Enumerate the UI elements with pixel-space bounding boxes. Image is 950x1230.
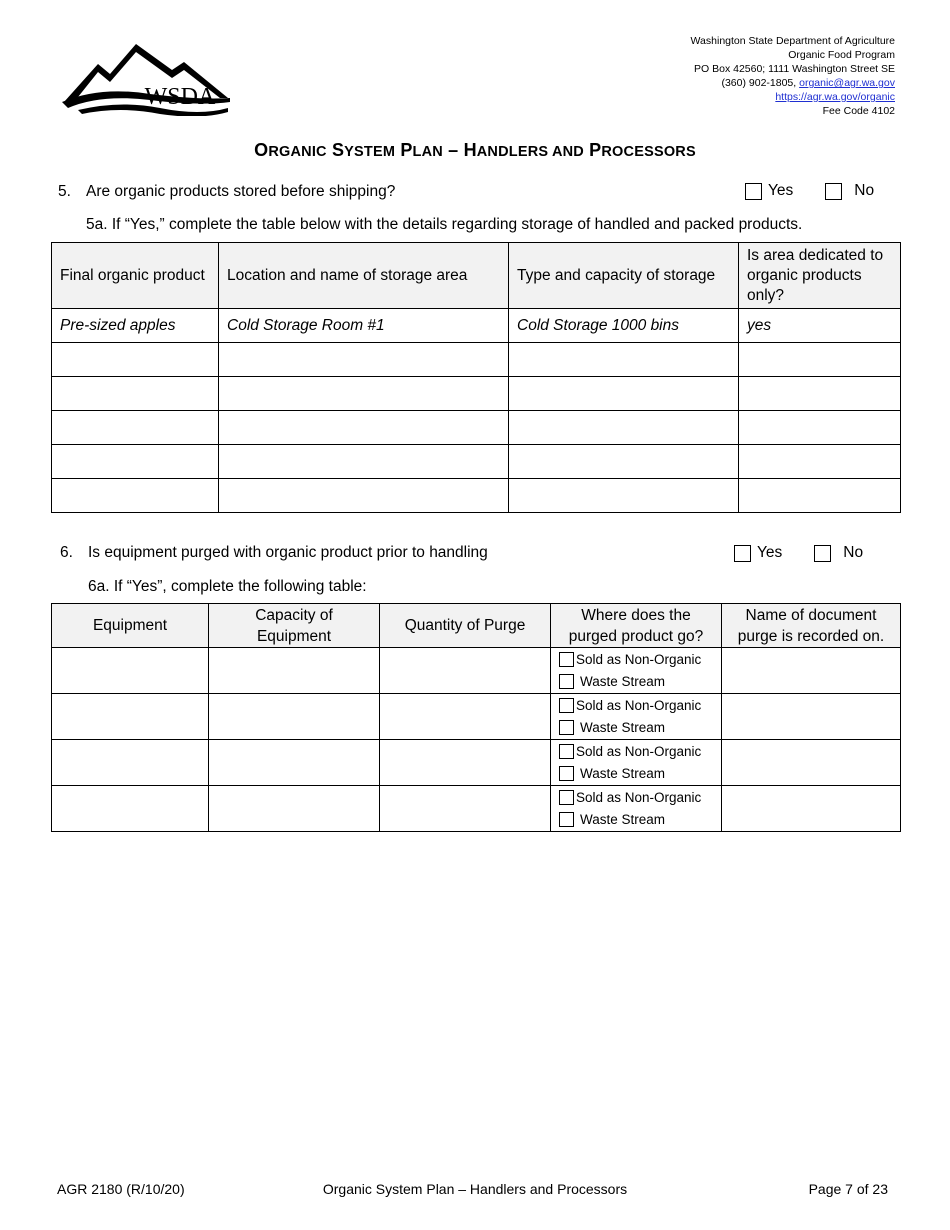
sold-non-organic-checkbox[interactable] [559,744,574,759]
table-row [52,377,901,411]
email-link[interactable]: organic@agr.wa.gov [799,77,895,89]
cell-input[interactable] [219,445,509,479]
cell-input[interactable] [739,411,901,445]
cell-input[interactable] [509,411,739,445]
cell-input[interactable] [722,648,901,694]
waste-stream-checkbox[interactable] [559,766,574,781]
question-5a-text: 5a. If “Yes,” complete the table below with the details regarding storage of handled and packed products. [86,216,803,233]
cell-input[interactable] [739,343,901,377]
website-link[interactable]: https://agr.wa.gov/organic [775,91,895,103]
question-5-answer [745,182,874,200]
table-row [52,648,901,694]
question-6-text: Is equipment purged with organic product prior to handling [88,544,488,561]
table-header-row [52,604,901,648]
footer-title: Organic System Plan – Handlers and Processors [322,1181,628,1197]
col-storage-type: Type and capacity of storage [509,243,739,309]
table-row [52,786,901,832]
q6-no-checkbox[interactable] [814,545,831,562]
sold-non-organic-checkbox[interactable] [559,698,574,713]
cell-input[interactable] [209,740,380,786]
col-destination: Where does the purged product go? [551,604,722,648]
q6-no-label: No [843,544,864,561]
cell-input[interactable] [509,445,739,479]
cell-input[interactable] [380,740,551,786]
cell-input[interactable] [219,343,509,377]
cell-input[interactable] [52,648,209,694]
cell-input[interactable] [509,479,739,513]
q5-no-label: No [854,182,875,199]
col-capacity: Capacity of Equipment [209,604,380,648]
cell-input[interactable] [739,445,901,479]
question-6a-text: 6a. If “Yes”, complete the following table: [88,578,367,595]
cell-input[interactable] [52,343,219,377]
cell-input[interactable] [739,377,901,411]
program-name: Organic Food Program [788,49,895,61]
table-row [52,411,901,445]
cell-input[interactable] [52,479,219,513]
example-product: Pre-sized apples [52,309,219,343]
phone-number: (360) 902-1805, [721,77,800,89]
destination-options: Sold as Non-Organic Waste Stream [551,740,722,786]
example-dedicated: yes [739,309,901,343]
sold-non-organic-checkbox[interactable] [559,652,574,667]
waste-stream-checkbox[interactable] [559,812,574,827]
table-row [52,694,901,740]
question-6-answer [734,544,863,562]
svg-text:WSDA: WSDA [144,84,216,110]
cell-input[interactable] [219,411,509,445]
table-row [52,479,901,513]
table-row [52,740,901,786]
q6-yes-checkbox[interactable] [734,545,751,562]
fee-code: Fee Code 4102 [822,105,895,117]
storage-table [51,242,901,513]
cell-input[interactable] [219,479,509,513]
contact-line [691,76,895,90]
page-title: ORGANIC SYSTEM PLAN – HANDLERS AND PROCESSORS [254,140,696,160]
question-6: 6. Is equipment purged with organic product prior to handling [60,544,488,561]
destination-options: Sold as Non-Organic Waste Stream [551,786,722,832]
agency-info [691,34,895,118]
cell-input[interactable] [509,377,739,411]
cell-input[interactable] [52,377,219,411]
example-location: Cold Storage Room #1 [219,309,509,343]
col-document: Name of document purge is recorded on. [722,604,901,648]
q5-yes-checkbox[interactable] [745,183,762,200]
destination-options: Sold as Non-Organic Waste Stream [551,648,722,694]
cell-input[interactable] [52,740,209,786]
table-row [52,343,901,377]
cell-input[interactable] [722,786,901,832]
destination-options: Sold as Non-Organic Waste Stream [551,694,722,740]
mailing-address: PO Box 42560; 1111 Washington Street SE [694,63,895,75]
cell-input[interactable] [209,648,380,694]
q5-yes-label: Yes [768,182,794,199]
cell-input[interactable] [52,786,209,832]
purge-table [51,603,901,832]
agency-name: Washington State Department of Agriculture [690,35,895,47]
cell-input[interactable] [739,479,901,513]
cell-input[interactable] [380,694,551,740]
col-storage-location: Location and name of storage area [219,243,509,309]
cell-input[interactable] [509,343,739,377]
waste-stream-checkbox[interactable] [559,720,574,735]
cell-input[interactable] [380,648,551,694]
sold-non-organic-checkbox[interactable] [559,790,574,805]
cell-input[interactable] [219,377,509,411]
cell-input[interactable] [209,786,380,832]
waste-stream-checkbox[interactable] [559,674,574,689]
q6-yes-label: Yes [757,544,783,561]
cell-input[interactable] [722,740,901,786]
q5-no-checkbox[interactable] [825,183,842,200]
wsda-logo [60,38,232,116]
cell-input[interactable] [209,694,380,740]
question-5: 5. Are organic products stored before shipping? [58,183,396,200]
example-type: Cold Storage 1000 bins [509,309,739,343]
cell-input[interactable] [52,445,219,479]
table-header-row [52,243,901,309]
table-row [52,445,901,479]
cell-input[interactable] [380,786,551,832]
form-id: AGR 2180 (R/10/20) [57,1181,185,1197]
cell-input[interactable] [722,694,901,740]
page-number: Page 7 of 23 [808,1181,888,1197]
col-dedicated-area: Is area dedicated to organic products only? [739,243,901,309]
example-row [52,309,901,343]
cell-input[interactable] [52,694,209,740]
col-equipment: Equipment [52,604,209,648]
col-final-product: Final organic product [52,243,219,309]
question-5-text: Are organic products stored before shipping? [86,183,396,200]
cell-input[interactable] [52,411,219,445]
col-quantity: Quantity of Purge [380,604,551,648]
